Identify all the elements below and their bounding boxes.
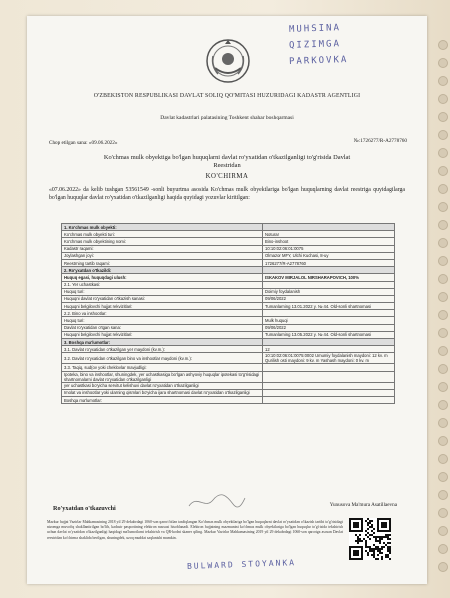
sleeve-hole <box>438 58 448 68</box>
row-label: Ipoteka, bino va inshootlar, shuningdek, yer uchastkasiga bo'lgan ashyoviy huquqlar ipotekasi to'g'risidagi shartnomalarni davlat ro'yxatidan o'tkazilganligi <box>62 371 263 382</box>
intro-paragraph: «07.06.2022» da kelib tushgan 53561549 -sonli buyurtma asosida Ko'chmas mulk obyektlariga bo'lgan huquqlarning davlat reestriga quyidagilarga bo'lgan huquqlar davlat ro'yxatidan o'tkazilganligi haqida quyidagi yozuvlar kiritilgan: <box>49 187 405 202</box>
row-label: Boshqa ma'lumotlar: <box>62 396 263 403</box>
row-value: Mulk huquqi <box>263 317 395 324</box>
table-row <box>62 303 395 310</box>
row-value: 10:10:02:06:01:0075:0002 Umumiy foydalanish maydoni: 12 kv. m Qurilish osti maydoni: 9 kv. m Yashash maydoni: 0 kv. m <box>263 353 395 364</box>
table-row <box>62 324 395 331</box>
table-row <box>62 288 395 295</box>
state-emblem-icon <box>205 38 251 84</box>
row-value: 09/06/2022 <box>263 295 395 302</box>
row-label: Huquqni belgilovchi hujjat rekvizitlari: <box>62 303 263 310</box>
sleeve-hole <box>438 130 448 140</box>
row-label: 2. Ro'yxatdan o'tkazildi: <box>62 267 263 274</box>
row-label: Huquqni davlat ro'yxatidan o'tkazish sanasi: <box>62 295 263 302</box>
table-row <box>62 339 395 346</box>
table-row <box>62 295 395 302</box>
table-row <box>62 245 395 252</box>
title-line1: Ko'chmas mulk obyektiga bo'lgan huquqlarni davlat ro'yxatidan o'tkazilganligi to'g'risida Davlat <box>103 154 351 161</box>
row-label: 3. Boshqa ma'lumotlar: <box>62 339 263 346</box>
sleeve-hole <box>438 238 448 248</box>
qr-code-icon <box>349 518 391 560</box>
row-value <box>263 224 395 231</box>
table-row <box>62 346 395 353</box>
document-subtitle: KO'CHIRMA <box>205 173 249 180</box>
footer-note: Mazkur hujjat Vazirlar Mahkamasining 2018 yil 29 dekabrdagi 1060-son qarori bilan tasdiqlangan Ko'chmas mulk obyektlariga bo'lgan huquqlarni davlat ro'yxatidan o'tkazish tartibi to'g'risidagi nizomga muvofiq shakllantirilgan bo'lib, kadastr pasportining elektron nusxasi hisoblanadi. Elektron hujjatning mazmunini ko'chmas mulk obyektlariga bo'lgan huquqlar to'g'risida tekshirish uchun davlat ro'yxatidan o'tkazilganligi haqidagi ma'lumotlarni tekshirish va QR-kodni skaner qiling. Mazkur Vazirlar Mahkamasining 2019 yil 29 dekabrdagi 1060-son qaroriga asosan Davlat reestridan ko'chirma shaklida berilgan, shuningdek, uzoq muddat saqlanishi mumkin. <box>47 520 343 540</box>
signature-icon <box>187 492 247 512</box>
title-line2: Reestridan <box>213 162 241 169</box>
sleeve-hole <box>438 346 448 356</box>
sleeve-hole <box>438 400 448 410</box>
registrar-name: Yunusova Ma'mura Asatillaevna <box>329 502 397 508</box>
table-row <box>62 310 395 317</box>
handwritten-note-line3: PARKOVKA <box>288 54 349 68</box>
row-value: Tumanlarning 13.05.2022 y. № 44. Old-sonli shartnomasi <box>263 331 395 338</box>
sleeve-holes <box>436 40 448 580</box>
row-value: ISKAKOV MIRJALOL NIRSHARAPOVICH, 100% <box>263 274 395 281</box>
table-row <box>62 331 395 338</box>
row-value: 12 <box>263 346 395 353</box>
sleeve-hole <box>438 562 448 572</box>
sleeve-hole <box>438 274 448 284</box>
handwritten-note-line1: MUHSINA <box>288 23 342 35</box>
sleeve-hole <box>438 544 448 554</box>
row-label: Joylashgan joyi: <box>62 252 263 259</box>
sleeve-hole <box>438 418 448 428</box>
row-value: 10:10:02:06:01:0075 <box>263 245 395 252</box>
row-value <box>263 389 395 396</box>
row-label: 3.1. Davlat ro'yxatidan o'tkazilgan yer maydoni (kv.m.): <box>62 346 263 353</box>
sleeve-hole <box>438 112 448 122</box>
row-label: 1. Ko'chmas mulk obyekti: <box>62 224 263 231</box>
document-title <box>72 154 382 170</box>
table-row <box>62 396 395 403</box>
agency-name: O'ZBEKISTON RESPUBLIKASI DAVLAT SOLIQ QO'MITASI HUZURIDAGI KADASTR AGENTLIGI <box>93 93 361 99</box>
handwritten-note-bottom: BULWARD STOYANKA <box>186 558 297 571</box>
row-label: Kadastr raqami: <box>62 245 263 252</box>
row-value <box>263 396 395 403</box>
sleeve-hole <box>438 454 448 464</box>
row-value: Olmazor MFY, Ulchi Kuchasi, 8-uy <box>263 252 395 259</box>
table-row <box>62 364 395 371</box>
table-row <box>62 281 395 288</box>
table-row <box>62 259 395 266</box>
row-value: 09/06/2022 <box>263 324 395 331</box>
office-name: Davlat kadastrlari palatasining Toshkent shahar boshqarmasi <box>160 115 294 121</box>
sleeve-hole <box>438 148 448 158</box>
table-row <box>62 238 395 245</box>
row-label: Ko'chmas mulk obyekti turi: <box>62 231 263 238</box>
row-value <box>263 310 395 317</box>
registrar-label: Ro'yxatdan o'tkazuvchi <box>53 505 116 512</box>
sleeve-hole <box>438 526 448 536</box>
table-row <box>62 224 395 231</box>
sleeve-hole <box>438 166 448 176</box>
row-label: Imolat va inshootlar yoki ularning qismlari bo'yicha ijara shartnomasi davlat ro'yxatidan o'tkazilganligi <box>62 389 263 396</box>
row-value <box>263 371 395 382</box>
row-value: Tumanlarning 13.01.2022 y. № 44. Old-sonli shartnomasi <box>263 303 395 310</box>
table-row <box>62 389 395 396</box>
sleeve-hole <box>438 220 448 230</box>
row-label: 2.2. Bino va inshootlar: <box>62 310 263 317</box>
sleeve-hole <box>438 328 448 338</box>
row-label: 3.2. Davlat ro'yxatidan o'tkazilgan bino va inshootlar maydoni (kv.m.): <box>62 353 263 364</box>
document-number: №:1726277/R-A2778760 <box>353 138 407 144</box>
row-label: 2.1. Yer uchastkasi: <box>62 281 263 288</box>
row-value <box>263 267 395 274</box>
row-value: Doimiy foydalanish <box>263 288 395 295</box>
table-row <box>62 252 395 259</box>
row-value <box>263 382 395 389</box>
document-page <box>27 16 427 584</box>
sleeve-hole <box>438 382 448 392</box>
row-label: Reestrning tartib raqami: <box>62 259 263 266</box>
table-row <box>62 371 395 382</box>
sleeve-hole <box>438 292 448 302</box>
row-label: Ko'chmas mulk obyektining nomi: <box>62 238 263 245</box>
sleeve-hole <box>438 472 448 482</box>
sleeve-hole <box>438 76 448 86</box>
registry-table <box>61 223 395 404</box>
row-value <box>263 281 395 288</box>
row-value: Noturar <box>263 231 395 238</box>
sleeve-hole <box>438 40 448 50</box>
sleeve-hole <box>438 436 448 446</box>
table-row <box>62 274 395 281</box>
row-value: Bino-inshoot <box>263 238 395 245</box>
sleeve-hole <box>438 94 448 104</box>
table-row <box>62 382 395 389</box>
row-label: Huquqni belgilovchi hujjat rekvizitlari: <box>62 331 263 338</box>
sleeve-hole <box>438 310 448 320</box>
table-row <box>62 353 395 364</box>
sleeve-hole <box>438 490 448 500</box>
row-label: Huquq egasi, huquqdagi ulush: <box>62 274 263 281</box>
row-label: yer uchastkasi bo'yicha servitut kelishuvi davlat ro'yxatidan o'tkazilganligi <box>62 382 263 389</box>
row-label: 3.3. Taqiq, sud(ov yoki cheklovlar mavjudligi: <box>62 364 263 371</box>
row-label: Huquq turi: <box>62 317 263 324</box>
row-value <box>263 364 395 371</box>
handwritten-note-line2: QIZIMGA <box>288 39 342 51</box>
row-label: Huquq turi: <box>62 288 263 295</box>
row-label: Davlat ro'yxatidan o'tgan sana: <box>62 324 263 331</box>
sleeve-hole <box>438 508 448 518</box>
sleeve-hole <box>438 256 448 266</box>
sleeve-hole <box>438 202 448 212</box>
row-value: 1726277/R-A2778760 <box>263 259 395 266</box>
row-value <box>263 339 395 346</box>
sleeve-hole <box>438 364 448 374</box>
table-row <box>62 317 395 324</box>
print-date: Chop etilgan sana: «09.06.2022» <box>49 140 118 146</box>
table-row <box>62 231 395 238</box>
table-row <box>62 267 395 274</box>
sleeve-hole <box>438 184 448 194</box>
